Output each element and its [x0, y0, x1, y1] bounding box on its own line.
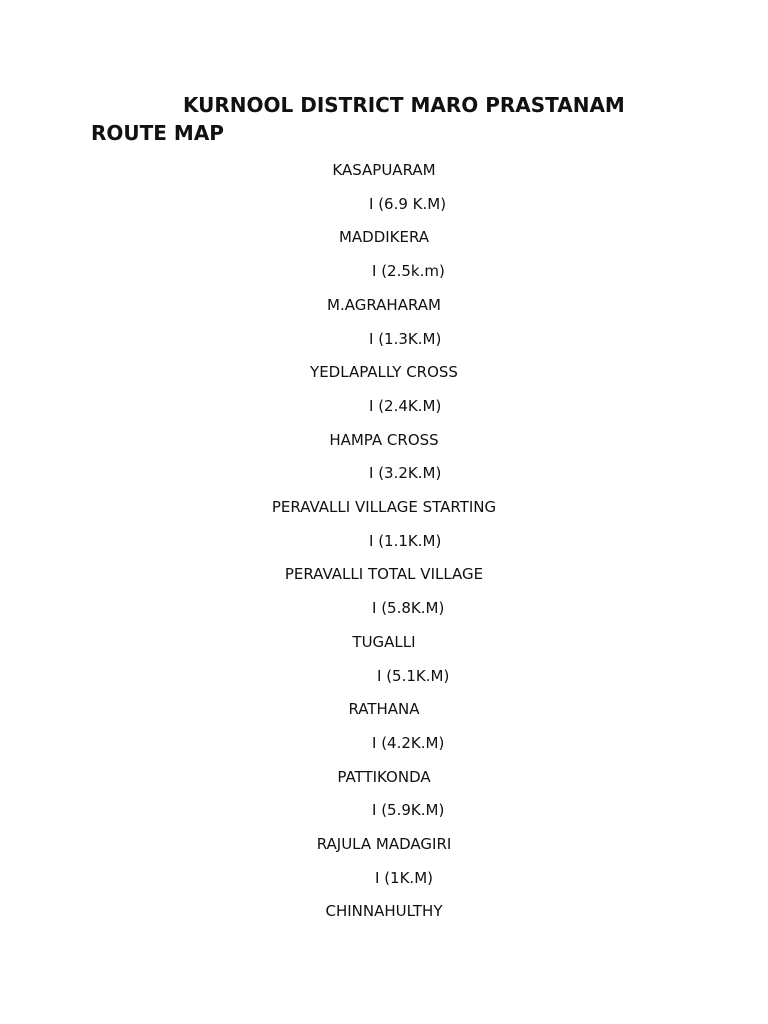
route-distance: I (4.2K.M) — [372, 733, 445, 752]
route-stop: MADDIKERA — [338, 228, 430, 247]
route-stop: TUGALLI — [352, 632, 416, 651]
route-stop: RAJULA MADAGIRI — [316, 835, 452, 853]
route-stop: CHINNAHULTHY — [325, 902, 443, 921]
route-stop: YEDLAPALLY CROSS — [310, 363, 458, 382]
route-distance: I (5.1K.M) — [377, 666, 450, 685]
route-distance: I (2.4K.M) — [369, 396, 442, 415]
route-distance: I (1.1K.M) — [369, 531, 442, 550]
route-distance: I (5.9K.M) — [372, 801, 445, 820]
route-stop: KASAPUARAM — [332, 161, 436, 179]
route-stop: M.AGRAHARAM — [327, 295, 441, 314]
route-distance: I (5.8K.M) — [372, 599, 445, 618]
route-distance: I (3.2K.M) — [369, 464, 442, 483]
route-stop: PERAVALLI TOTAL VILLAGE — [284, 565, 484, 584]
route-stop: HAMPA CROSS — [329, 430, 439, 449]
route-stop: PERAVALLI VILLAGE STARTING — [271, 498, 497, 516]
document-title: KURNOOL DISTRICT MARO PRASTANAM — [183, 93, 625, 117]
route-distance: I (1.3K.M) — [369, 329, 442, 348]
route-stop: RATHANA — [348, 700, 420, 719]
document-subtitle: ROUTE MAP — [91, 121, 224, 145]
route-distance: I (2.5k.m) — [372, 262, 445, 281]
route-distance: I (6.9 K.M) — [369, 194, 447, 213]
route-stop: PATTIKONDA — [337, 767, 431, 786]
route-distance: I (1K.M) — [375, 868, 433, 887]
